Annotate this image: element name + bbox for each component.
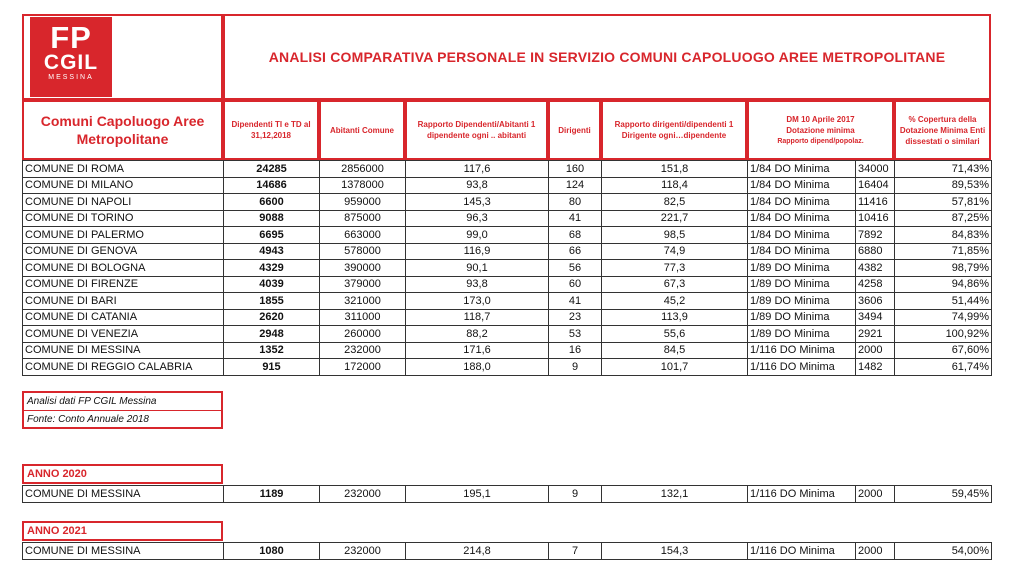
cell-dot: 3606	[856, 293, 895, 310]
cell-dot: 2000	[856, 342, 895, 359]
cell-dip: 4329	[224, 260, 320, 277]
table-row	[23, 177, 992, 194]
cell-cop: 74,99%	[895, 309, 992, 326]
header-rapporto: Rapporto Dipendenti/Abitanti 1 dipendente ogni .. abitanti	[405, 100, 548, 160]
cell-dot: 2000	[856, 543, 895, 560]
cell-dm: 1/89 DO Minima	[748, 260, 856, 277]
table-2020	[22, 485, 992, 503]
cell-comune: COMUNE DI BOLOGNA	[23, 260, 224, 277]
cell-dm: 1/89 DO Minima	[748, 309, 856, 326]
cell-dm: 1/89 DO Minima	[748, 326, 856, 343]
cell-ab: 232000	[320, 486, 406, 503]
header-dm-line1: DM 10 Aprile 2017	[786, 114, 855, 124]
cell-dir: 160	[549, 161, 602, 178]
table-body	[23, 161, 992, 376]
table-row	[23, 309, 992, 326]
cell-ab: 379000	[320, 276, 406, 293]
cell-ab: 578000	[320, 243, 406, 260]
cell-comune: COMUNE DI FIRENZE	[23, 276, 224, 293]
cell-dot: 2000	[856, 486, 895, 503]
cell-comune: COMUNE DI PALERMO	[23, 227, 224, 244]
table-row	[23, 276, 992, 293]
cell-dm: 1/84 DO Minima	[748, 177, 856, 194]
table-row	[23, 486, 992, 503]
cell-dm: 1/116 DO Minima	[748, 486, 856, 503]
cell-ab: 311000	[320, 309, 406, 326]
cell-rdir: 118,4	[602, 177, 748, 194]
cell-dot: 34000	[856, 161, 895, 178]
cell-dm: 1/116 DO Minima	[748, 543, 856, 560]
table-row	[23, 326, 992, 343]
table-row	[23, 543, 992, 560]
cell-comune: COMUNE DI NAPOLI	[23, 194, 224, 211]
cell-dot: 1482	[856, 359, 895, 376]
cell-comune: COMUNE DI MESSINA	[23, 486, 224, 503]
cell-dir: 7	[549, 543, 602, 560]
cell-ab: 232000	[320, 543, 406, 560]
cell-rap: 195,1	[406, 486, 549, 503]
cell-cop: 87,25%	[895, 210, 992, 227]
cell-rdir: 74,9	[602, 243, 748, 260]
cell-comune: COMUNE DI VENEZIA	[23, 326, 224, 343]
cell-dot: 4258	[856, 276, 895, 293]
year-2021-label: ANNO 2021	[22, 521, 223, 541]
table-row	[23, 293, 992, 310]
cell-dir: 9	[549, 359, 602, 376]
cell-comune: COMUNE DI BARI	[23, 293, 224, 310]
cell-rap: 173,0	[406, 293, 549, 310]
cell-dot: 16404	[856, 177, 895, 194]
cell-comune: COMUNE DI REGGIO CALABRIA	[23, 359, 224, 376]
cell-cop: 51,44%	[895, 293, 992, 310]
cell-dip: 1855	[224, 293, 320, 310]
header-rapporto-dirigenti: Rapporto dirigenti/dipendenti 1 Dirigente ogni…dipendente	[601, 100, 747, 160]
cell-dm: 1/84 DO Minima	[748, 227, 856, 244]
cell-dir: 124	[549, 177, 602, 194]
cell-ab: 260000	[320, 326, 406, 343]
cell-comune: COMUNE DI ROMA	[23, 161, 224, 178]
cell-ab: 1378000	[320, 177, 406, 194]
cell-cop: 71,43%	[895, 161, 992, 178]
cell-rdir: 55,6	[602, 326, 748, 343]
cell-dot: 3494	[856, 309, 895, 326]
cell-rap: 88,2	[406, 326, 549, 343]
cell-dir: 56	[549, 260, 602, 277]
logo-sub: MESSINA	[48, 74, 94, 81]
header-copertura: % Copertura della Dotazione Minima Enti dissestati o similari	[894, 100, 991, 160]
table-row	[23, 243, 992, 260]
cell-rap: 118,7	[406, 309, 549, 326]
cell-rap: 99,0	[406, 227, 549, 244]
cell-cop: 67,60%	[895, 342, 992, 359]
logo-fp: FP	[50, 20, 92, 55]
cell-ab: 232000	[320, 342, 406, 359]
cell-rap: 93,8	[406, 177, 549, 194]
cell-dip: 6600	[224, 194, 320, 211]
cell-rap: 145,3	[406, 194, 549, 211]
cell-rap: 96,3	[406, 210, 549, 227]
cell-dir: 41	[549, 210, 602, 227]
cell-cop: 94,86%	[895, 276, 992, 293]
notes-box	[22, 391, 223, 429]
cell-rdir: 84,5	[602, 342, 748, 359]
cell-comune: COMUNE DI MESSINA	[23, 543, 224, 560]
cell-ab: 321000	[320, 293, 406, 310]
table-row	[23, 227, 992, 244]
cell-ab: 2856000	[320, 161, 406, 178]
cell-rdir: 67,3	[602, 276, 748, 293]
cell-rdir: 82,5	[602, 194, 748, 211]
cell-rap: 214,8	[406, 543, 549, 560]
cell-comune: COMUNE DI MESSINA	[23, 342, 224, 359]
cell-dm: 1/116 DO Minima	[748, 359, 856, 376]
header-abitanti: Abitanti Comune	[319, 100, 405, 160]
header-comuni: Comuni Capoluogo Aree Metropolitane	[22, 100, 223, 160]
cell-comune: COMUNE DI TORINO	[23, 210, 224, 227]
cell-dip: 1080	[224, 543, 320, 560]
cell-dip: 2948	[224, 326, 320, 343]
cell-rdir: 154,3	[602, 543, 748, 560]
cell-rap: 117,6	[406, 161, 549, 178]
cell-dip: 9088	[224, 210, 320, 227]
table-2020-body	[23, 486, 992, 503]
cell-comune: COMUNE DI GENOVA	[23, 243, 224, 260]
cell-dot: 2921	[856, 326, 895, 343]
page-title: ANALISI COMPARATIVA PERSONALE IN SERVIZIO COMUNI CAPOLUOGO AREE METROPOLITANE	[268, 49, 946, 65]
cell-rdir: 45,2	[602, 293, 748, 310]
cell-dot: 4382	[856, 260, 895, 277]
cell-dip: 2620	[224, 309, 320, 326]
cell-cop: 59,45%	[895, 486, 992, 503]
cell-dip: 915	[224, 359, 320, 376]
cell-dir: 53	[549, 326, 602, 343]
cell-dip: 24285	[224, 161, 320, 178]
table-row	[23, 194, 992, 211]
cell-dot: 10416	[856, 210, 895, 227]
cell-dip: 1352	[224, 342, 320, 359]
cell-rdir: 151,8	[602, 161, 748, 178]
fp-cgil-logo	[30, 17, 112, 97]
table-row	[23, 342, 992, 359]
cell-rdir: 221,7	[602, 210, 748, 227]
cell-dm: 1/89 DO Minima	[748, 276, 856, 293]
cell-cop: 54,00%	[895, 543, 992, 560]
cell-dot: 6880	[856, 243, 895, 260]
title-frame	[223, 14, 991, 100]
cell-rdir: 132,1	[602, 486, 748, 503]
table-row	[23, 359, 992, 376]
cell-dir: 68	[549, 227, 602, 244]
cell-cop: 100,92%	[895, 326, 992, 343]
cell-dir: 80	[549, 194, 602, 211]
table-row	[23, 210, 992, 227]
logo-cgil: CGIL	[43, 51, 99, 74]
cell-dot: 11416	[856, 194, 895, 211]
cell-rdir: 113,9	[602, 309, 748, 326]
cell-dir: 9	[549, 486, 602, 503]
header-dirigenti: Dirigenti	[548, 100, 601, 160]
cell-dip: 1189	[224, 486, 320, 503]
cell-ab: 390000	[320, 260, 406, 277]
cell-dir: 60	[549, 276, 602, 293]
cell-ab: 663000	[320, 227, 406, 244]
cell-rdir: 98,5	[602, 227, 748, 244]
cell-cop: 89,53%	[895, 177, 992, 194]
cell-dm: 1/116 DO Minima	[748, 342, 856, 359]
cell-rap: 90,1	[406, 260, 549, 277]
cell-rap: 188,0	[406, 359, 549, 376]
cell-cop: 61,74%	[895, 359, 992, 376]
cell-dip: 6695	[224, 227, 320, 244]
header-dm	[747, 100, 894, 160]
note-source: Fonte: Conto Annuale 2018	[27, 414, 149, 425]
cell-dm: 1/89 DO Minima	[748, 293, 856, 310]
cell-ab: 875000	[320, 210, 406, 227]
header-dm-line3: Rapporto dipend/popolaz.	[777, 137, 864, 145]
year-2020-label: ANNO 2020	[22, 464, 223, 484]
cell-dm: 1/84 DO Minima	[748, 243, 856, 260]
cell-rap: 171,6	[406, 342, 549, 359]
table-2021	[22, 542, 992, 560]
data-table	[22, 160, 992, 376]
table-2021-body	[23, 543, 992, 560]
cell-comune: COMUNE DI MILANO	[23, 177, 224, 194]
cell-dm: 1/84 DO Minima	[748, 161, 856, 178]
cell-cop: 71,85%	[895, 243, 992, 260]
cell-dot: 7892	[856, 227, 895, 244]
cell-ab: 959000	[320, 194, 406, 211]
cell-dir: 41	[549, 293, 602, 310]
cell-dir: 66	[549, 243, 602, 260]
cell-rdir: 77,3	[602, 260, 748, 277]
cell-dip: 4943	[224, 243, 320, 260]
cell-dip: 4039	[224, 276, 320, 293]
cell-dm: 1/84 DO Minima	[748, 210, 856, 227]
cell-rap: 116,9	[406, 243, 549, 260]
note-analysis: Analisi dati FP CGIL Messina	[24, 393, 221, 411]
cell-cop: 57,81%	[895, 194, 992, 211]
cell-dir: 23	[549, 309, 602, 326]
table-row	[23, 161, 992, 178]
cell-comune: COMUNE DI CATANIA	[23, 309, 224, 326]
cell-ab: 172000	[320, 359, 406, 376]
cell-cop: 98,79%	[895, 260, 992, 277]
header-dipendenti: Dipendenti TI e TD al 31,12,2018	[223, 100, 319, 160]
cell-rap: 93,8	[406, 276, 549, 293]
cell-dm: 1/84 DO Minima	[748, 194, 856, 211]
cell-dir: 16	[549, 342, 602, 359]
cell-cop: 84,83%	[895, 227, 992, 244]
header-dm-line2: Dotazione minima	[786, 125, 855, 135]
cell-dip: 14686	[224, 177, 320, 194]
cell-rdir: 101,7	[602, 359, 748, 376]
table-row	[23, 260, 992, 277]
